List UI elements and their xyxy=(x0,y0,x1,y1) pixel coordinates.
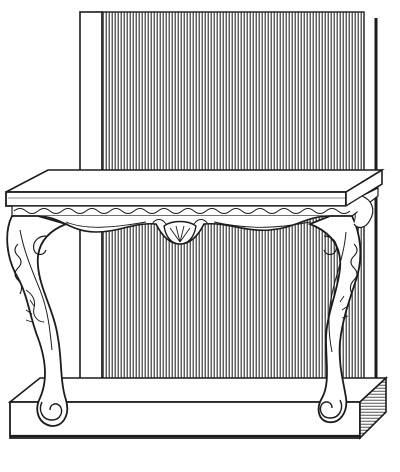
table-top xyxy=(6,170,382,206)
